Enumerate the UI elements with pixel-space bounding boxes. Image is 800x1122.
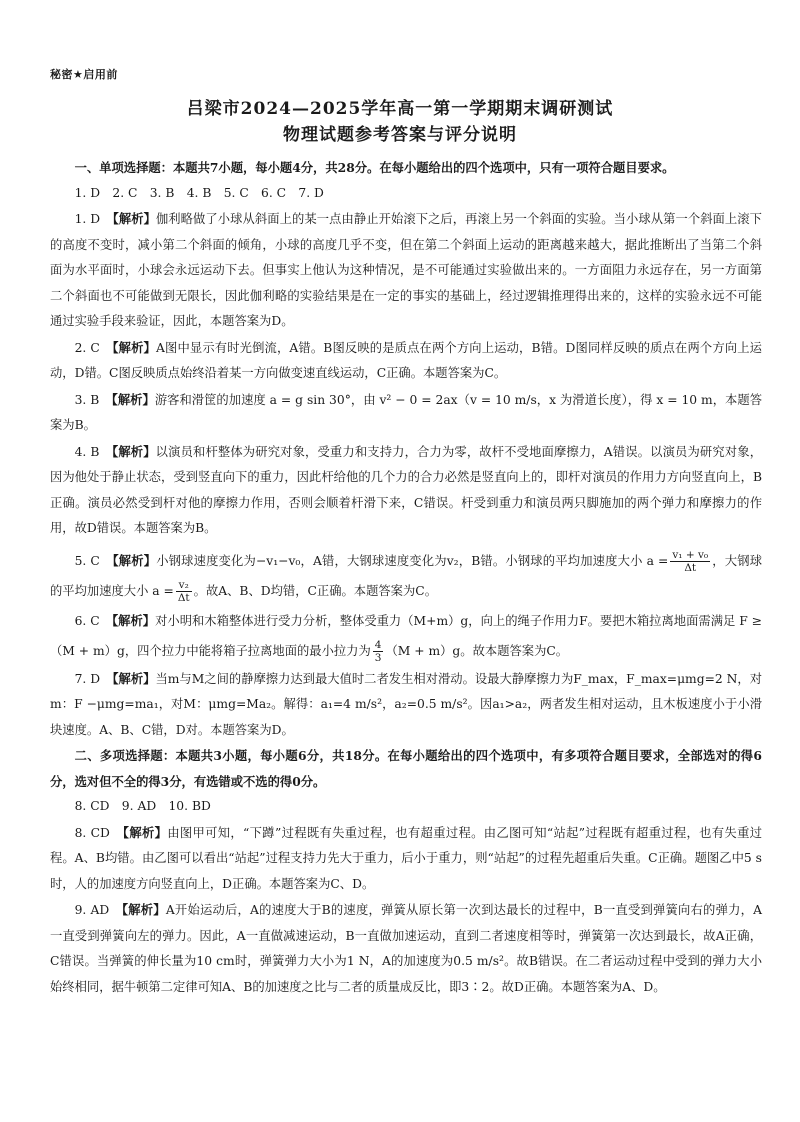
q9-explanation (50, 897, 762, 1000)
q6-fraction (373, 639, 384, 664)
q1-lead: 1. D (74, 212, 113, 226)
section1-answers: 1. D 2. C 3. B 4. B 5. C 6. C 7. D (74, 185, 324, 200)
q5-text-b: ，大钢球的平均加速度大小 a = (50, 553, 762, 598)
q9-tag: 【解析】 (121, 902, 166, 917)
q6-text-b: （M + m）g。故本题答案为C。 (385, 643, 569, 658)
q6-explanation (50, 606, 762, 666)
q5-frac1-denominator: Δt (684, 561, 697, 574)
q1-text: 伽利略做了小球从斜面上的某一点由静止开始滚下之后，再滚上另一个斜面的实验。当小球从第一个斜面上滚下的高度不变时，减小第二个斜面的倾角，小球的高度几乎不变，但在第二个斜面上运动的距离越来越大，据此推断出了当第二个斜面为水平面时，小球会永远运动下去。但事实上他认为这种情况，是不可能通过实验做出来的。一方面阻力永远存在，另一方面第二个斜面也不可能做到无限长，因此伽利略的实验结果是在一定的事实的基础上，经过逻辑推理得出来的，这样的实验永远不可能通过实验手段来验证，因此，本题答案为D。 (50, 212, 762, 328)
q7-tag: 【解析】 (112, 670, 156, 686)
q2-explanation (50, 335, 762, 387)
q3-explanation (50, 387, 762, 439)
q5-tag: 【解析】 (112, 552, 157, 568)
q6-frac-denominator: 3 (374, 651, 382, 664)
q8-text: 由图甲可知，“下蹲”过程既有失重过程，也有超重过程。由乙图可知“站起”过程既有超重过程，也有失重过程。A、B均错。由乙图可以看出“站起”过程支持力先大于重力，后小于重力，则“站起”的过程先超重后失重。C正确。题图乙中5 s时，人的加速度方向竖直向上，D正确。本题答案为C、D。 (50, 825, 762, 891)
q3-lead: 3. B (74, 392, 112, 407)
q5-frac1-numerator: v₁ + v₀ (672, 548, 709, 561)
q5-frac2-denominator: Δt (177, 591, 190, 604)
q8-lead: 8. CD (74, 825, 123, 840)
exam-subtitle: 物理试题参考答案与评分说明 (283, 125, 517, 145)
q1-tag: 【解析】 (112, 211, 156, 226)
q2-lead: 2. C (74, 340, 113, 355)
answer-content (50, 155, 762, 1000)
q5-text-c: 。故A、B、D均错，C正确。本题答案为C。 (193, 583, 437, 598)
q5-lead: 5. C (74, 553, 113, 568)
section2-answers: 8. CD 9. AD 10. BD (74, 799, 211, 813)
q6-tag: 【解析】 (111, 612, 156, 628)
q3-text: 游客和滑筐的加速度 a = g sin 30°，由 v² − 0 = 2ax（v = 10 m/s，x 为滑道长度），得 x = 10 m，本题答案为B。 (50, 392, 762, 432)
q4-explanation (50, 439, 762, 542)
q5-fraction-large-ball (176, 579, 192, 604)
q6-lead: 6. C (74, 613, 112, 628)
q9-lead: 9. AD (74, 903, 122, 917)
confidential-label: 秘密★启用前 (50, 68, 118, 81)
q4-text: 以演员和杆整体为研究对象，受重力和支持力，合力为零，故杆不受地面摩擦力，A错误。以演员为研究对象，因为他处于静止状态，受到竖直向下的重力，因此杆给他的几个力的合力必然是竖直向上的，即杆对演员的作用力方向竖直向上，B正确。演员必然受到杆对他的摩擦力作用，否则会顺着杆滑下来，C错误。杆受到重力和演员两只脚施加的两个弹力和摩擦力的作用，故D错误。本题答案为B。 (50, 444, 762, 535)
q4-lead: 4. B (74, 444, 113, 459)
q7-lead: 7. D (74, 671, 113, 686)
q8-tag: 【解析】 (122, 824, 168, 840)
q8-explanation (50, 820, 762, 898)
q4-tag: 【解析】 (112, 443, 156, 459)
q5-explanation (50, 546, 762, 606)
q7-text: 当m与M之间的静摩擦力达到最大值时二者发生相对滑动。设最大静摩擦力为F_max，F_max=μmg=2 N，对m：F −μmg=ma₁，对M：μmg=Ma₂。解得：a₁=4 m/s²，a₂=0.5 m/s²。因a₁>a₂，两者发生相对运动，且木板速度小于小滑块速度。A、B、C错，D对。本题答案为D。 (50, 671, 762, 737)
section1-heading: 一、单项选择题：本题共7小题，每小题4分，共28分。在每小题给出的四个选项中，只有一项符合题目要求。 (74, 160, 675, 175)
q6-frac-numerator: 4 (374, 638, 382, 651)
section2-heading: 二、多项选择题：本题共3小题，每小题6分，共18分。在每小题给出的四个选项中，有多项符合题目要求，全部选对的得6分，选对但不全的得3分，有选错或不选的得0分。 (50, 748, 762, 789)
q7-explanation (50, 666, 762, 744)
q5-frac2-numerator: v₂ (176, 579, 192, 592)
q2-tag: 【解析】 (112, 339, 156, 355)
q5-fraction-small-ball (670, 549, 710, 574)
exam-title: 吕梁市2024—2025学年高一第一学期期末调研测试 (186, 99, 614, 119)
q3-tag: 【解析】 (111, 391, 155, 407)
q5-text-a: 小钢球速度变化为−v₁−v₀，A错，大钢球速度变化为v₂，B错。小钢球的平均加速度大小 a = (156, 553, 669, 568)
q2-text: A图中显示有时光倒流，A错。B图反映的是质点在两个方向上运动，B错。D图同样反映的质点在两个方向上运动，D错。C图反映质点始终沿着某一方向做变速直线运动，C正确。本题答案为C。 (50, 340, 762, 380)
q6-text-a: 对小明和木箱整体进行受力分析，整体受重力（M+m）g，向上的绳子作用力F。要把木箱拉离地面需满足 F ≥（M + m）g，四个拉力中能将箱子拉离地面的最小拉力为 (50, 613, 762, 658)
q9-text: A开始运动后，A的速度大于B的速度，弹簧从原长第一次到达最长的过程中，B一直受到弹簧向右的弹力，A一直受到弹簧向左的弹力。因此，A一直做减速运动，B一直做加速运动，直到二者速度相等时，弹簧第一次达到最长，故A正确，C错误。当弹簧的伸长量为10 cm时，弹簧弹力大小为1 N，A的加速度为0.5 m/s²。故B错误。在二者运动过程中受到的弹力大小始终相同，据牛顿第二定律可知A、B的加速度之比与二者的质量成反比，即3∶2。故D正确。本题答案为A、D。 (50, 903, 762, 994)
q1-explanation (50, 206, 762, 335)
